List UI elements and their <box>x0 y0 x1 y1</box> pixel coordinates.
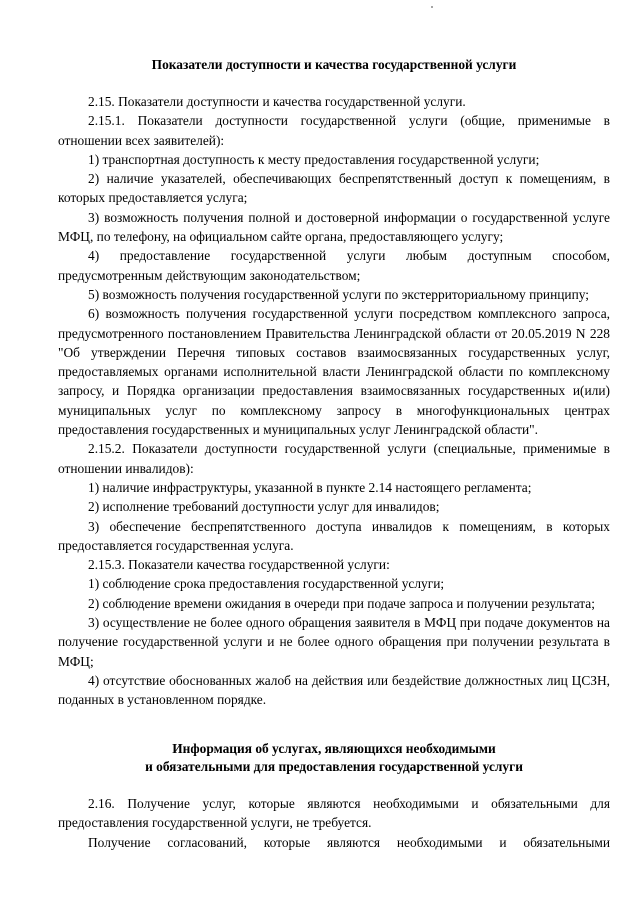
paragraph: Получение согласований, которые являются необходимыми и обязательными <box>88 834 610 850</box>
list-item: 1) наличие инфраструктуры, указанной в пункте 2.14 настоящего регламента; <box>88 479 532 495</box>
list-item: 3) обеспечение беспрепятственного доступа инвалидов к помещениям, в которых предоставляется государственная услуга. <box>58 518 610 553</box>
document-page <box>58 0 610 904</box>
scan-speck <box>431 6 433 8</box>
list-item: 4) отсутствие обоснованных жалоб на действия или бездействие должностных лиц ЦСЗН, поданных в установленном порядке. <box>58 672 610 708</box>
list-item: 2) наличие указателей, обеспечивающих беспрепятственный доступ к помещениям, в которых предоставляется услуга; <box>58 171 610 206</box>
list-item: 2) исполнение требований доступности услуг для инвалидов; <box>88 499 440 515</box>
list-item: 1) соблюдение срока предоставления государственной услуги; <box>88 576 445 592</box>
list-item: 1) транспортная доступность к месту предоставления государственной услуги; <box>88 151 540 167</box>
paragraph: 2.15. Показатели доступности и качества государственной услуги. <box>88 94 466 109</box>
heading-line: Информация об услугах, являющихся необходимыми <box>172 741 496 756</box>
heading-line: и обязательными для предоставления государственной услуги <box>145 759 523 774</box>
list-item: 5) возможность получения государственной услуги по экстерриториальному принципу; <box>88 286 590 302</box>
paragraph: 2.15.2. Показатели доступности государственной услуги (специальные, применимые в отношении инвалидов): <box>58 441 610 476</box>
list-item: 4) предоставление государственной услуги любым доступным способом, предусмотренным действующим законодательством; <box>58 248 610 283</box>
section-heading-accessibility: Показатели доступности и качества государственной услуги <box>151 57 517 72</box>
paragraph: 2.16. Получение услуг, которые являются необходимыми и обязательными для предоставления государственной услуги, не требуется. <box>58 796 610 831</box>
list-item: 6) возможность получения государственной услуги посредством комплексного запроса, предусмотренного постановлением Правительства Ленинградской области от 20.05.2019 N 228 "Об утверждении Перечня типовых составов взаимосвязанных государственных услуг, предоставляемых органами исполнительной власти Ленинградской области по комплексному запросу, и Порядка организации предоставления взаимосвязанных государственных и(или) муниципальных услуг по комплексному запросу в многофункциональных центрах предоставления государственных и муниципальных услуг Ленинградской области". <box>58 306 610 438</box>
list-item: 3) возможность получения полной и достоверной информации о государственной услуге МФЦ, по телефону, на официальном сайте органа, предоставляющего услугу; <box>58 209 610 245</box>
paragraph: 2.15.1. Показатели доступности государственной услуги (общие, применимые в отношении всех заявителей): <box>58 113 610 148</box>
section-body-required-services <box>58 794 610 852</box>
section-heading-required-services <box>58 740 610 776</box>
list-item: 2) соблюдение времени ожидания в очереди при подаче запроса и получении результата; <box>88 595 595 611</box>
section-body-accessibility <box>58 92 610 710</box>
paragraph: 2.15.3. Показатели качества государственной услуги: <box>88 557 390 573</box>
list-item: 3) осуществление не более одного обращения заявителя в МФЦ при подаче документов на получение государственной услуги и не более одного обращения при получении результата в МФЦ; <box>58 615 610 669</box>
